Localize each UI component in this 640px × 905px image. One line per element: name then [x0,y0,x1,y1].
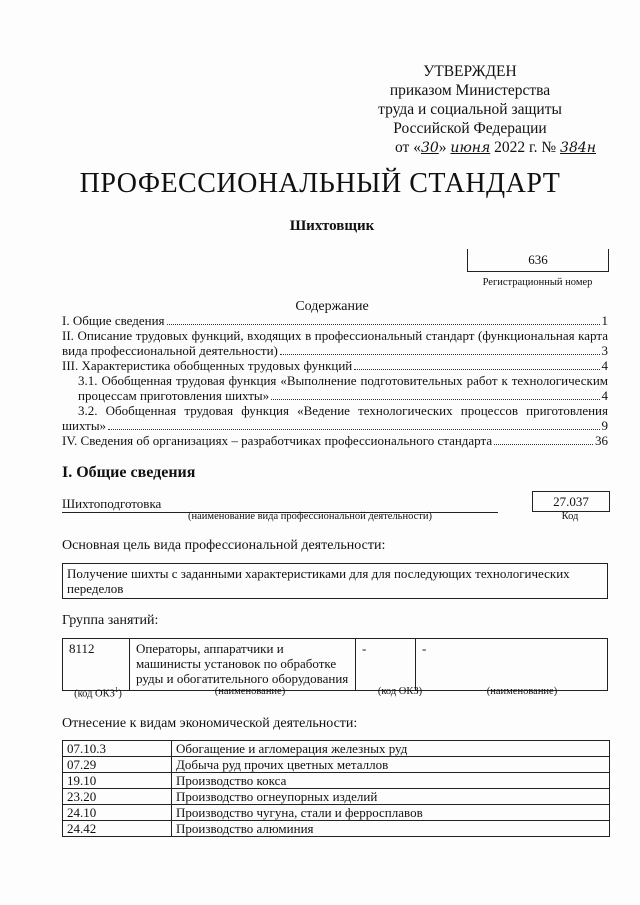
table-row [63,757,610,773]
okved-table [62,740,610,837]
toc-item-text: 3.1. Обобщенная трудовая функция «Выполнение подготовительных работ к технологическим [78,373,608,388]
toc-item-text: процессам приготовления шихты» [78,388,270,403]
order-month: июня [450,140,491,156]
toc-page: 36 [595,433,608,448]
activity-kind: Шихтоподготовка [62,496,498,513]
toc-item-text: шихты» [62,418,107,433]
okved-code: 19.10 [63,773,172,789]
table-of-contents [62,313,608,448]
okved-name: Добыча руд прочих цветных металлов [172,757,610,773]
toc-item[interactable] [62,358,608,373]
okved-name: Производство алюминия [172,821,610,837]
table-row [63,773,610,789]
toc-item-text: вида профессиональной деятельности) [62,343,278,358]
order-prefix: от « [395,139,421,156]
toc-item[interactable] [62,328,608,358]
goal-text: Получение шихты с заданными характеристиками для для последующих технологических переделов [62,563,608,599]
goal-label: Основная цель вида профессиональной деятельности: [62,538,386,553]
toc-item[interactable] [62,403,608,433]
table-row [63,639,608,691]
okved-name: Производство кокса [172,773,610,789]
okz-name-caption-2: (наименование) [486,686,558,697]
okz-code: 8112 [63,639,130,691]
registration-caption: Регистрационный номер [482,277,593,288]
toc-item[interactable] [62,313,608,328]
toc-item[interactable] [62,373,608,403]
toc-item-text: 3.2. Обобщенная трудовая функция «Ведение технологических процессов приготовления [78,403,608,418]
toc-leader [271,399,599,400]
okved-name: Обогащение и агломерация железных руд [172,741,610,757]
toc-title: Содержание [295,299,369,314]
order-line [340,138,600,158]
toc-page: 9 [601,418,608,433]
approval-line-4: Российской Федерации [393,120,547,137]
approval-line-2: приказом Министерства [389,82,551,99]
okved-code: 07.10.3 [63,741,172,757]
occupation-group-table [62,638,608,691]
okved-code: 24.10 [63,805,172,821]
table-row [63,821,610,837]
table-row [63,805,610,821]
group-label: Группа занятий: [62,613,159,628]
order-year: 2022 г. № [490,139,561,156]
approval-line-3: труда и социальной защиты [378,101,562,118]
toc-leader [108,429,599,430]
table-row [63,741,610,757]
okved-code: 24.42 [63,821,172,837]
standard-name: Шихтовщик [289,218,375,234]
okz-name: Операторы, аппаратчики и машинисты установок по обработке руды и обогатительного оборудования [130,639,356,691]
table-row [63,789,610,805]
toc-item-text: II. Описание трудовых функций, входящих в профессиональный стандарт (функциональная карта [62,328,608,343]
toc-item-text: I. Общие сведения [62,313,165,328]
okved-code: 23.20 [63,789,172,805]
toc-leader [354,369,599,370]
okz-code-caption-2: (код ОКЗ) [377,686,423,697]
approval-block [340,62,600,158]
okz-name-2: - [416,639,608,691]
toc-item[interactable] [62,433,608,448]
toc-page: 4 [601,388,608,403]
toc-leader [167,324,600,325]
toc-page: 3 [601,343,608,358]
toc-item-text: IV. Сведения об организациях – разработчиках профессионального стандарта [62,433,493,448]
okved-name: Производство чугуна, стали и ферросплавов [172,805,610,821]
order-number: 384н [560,140,596,156]
toc-page: 1 [601,313,608,328]
okz-code-2: - [356,639,416,691]
activity-code: 27.037 [532,491,610,512]
okved-name: Производство огнеупорных изделий [172,789,610,805]
toc-leader [494,444,593,445]
okz-name-caption: (наименование) [214,686,286,697]
registration-number: 636 [467,249,609,272]
okved-code: 07.29 [63,757,172,773]
toc-item-text: III. Характеристика обобщенных трудовых функций [62,358,353,373]
activity-code-caption: Код [561,511,579,522]
order-day: 30 [420,140,439,156]
okz-code-caption: (код ОКЗ$^1$) [74,686,122,700]
okved-label: Отнесение к видам экономической деятельности: [62,716,358,731]
page-title: ПРОФЕССИОНАЛЬНЫЙ СТАНДАРТ [79,168,561,199]
toc-leader [280,354,600,355]
toc-page: 4 [601,358,608,373]
section-heading: I. Общие сведения [62,464,196,481]
order-mid: » [438,139,451,156]
activity-kind-caption: (наименование вида профессиональной деятельности) [188,511,432,522]
approval-status: УТВЕРЖДЕН [423,63,517,80]
